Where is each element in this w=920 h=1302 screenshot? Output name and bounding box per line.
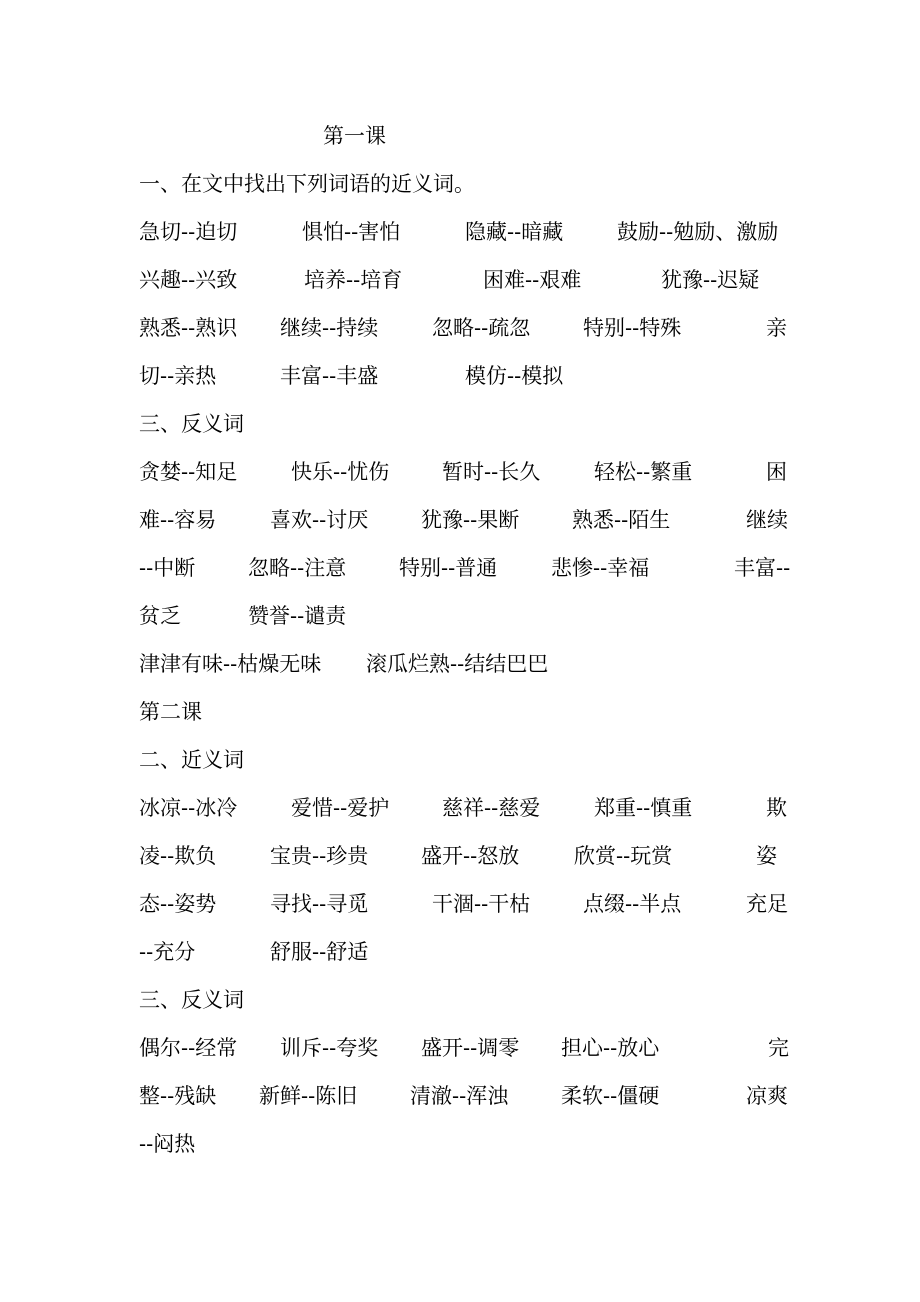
synonym-row bbox=[139, 792, 799, 824]
antonym-row bbox=[139, 456, 799, 488]
word-pair: 快乐--忧伤 bbox=[291, 460, 390, 484]
word-pair: 困 bbox=[766, 460, 787, 484]
antonym-row bbox=[139, 1080, 799, 1112]
lesson1-title: 第一课 bbox=[323, 124, 386, 148]
word-pair: 新鲜--陈旧 bbox=[259, 1084, 358, 1108]
word-pair: 清澈--浑浊 bbox=[410, 1084, 509, 1108]
word-pair: 贪婪--知足 bbox=[139, 460, 238, 484]
word-pair: 偶尔--经常 bbox=[139, 1036, 238, 1060]
word-pair: 欺 bbox=[766, 796, 787, 820]
lesson2-antonyms-heading bbox=[139, 984, 799, 1016]
word-pair: 犹豫--果断 bbox=[421, 508, 520, 532]
word-pair: 急切--迫切 bbox=[139, 220, 238, 244]
word-pair: 丰富-- bbox=[734, 556, 791, 580]
heading-text: 三、反义词 bbox=[139, 988, 244, 1012]
word-pair: 宝贵--珍贵 bbox=[270, 844, 369, 868]
word-pair: --闷热 bbox=[139, 1132, 196, 1156]
word-pair: 贫乏 bbox=[139, 604, 181, 628]
word-pair: 熟悉--陌生 bbox=[572, 508, 671, 532]
antonym-row bbox=[139, 1128, 799, 1160]
word-pair: 姿 bbox=[756, 844, 777, 868]
word-pair: 继续--持续 bbox=[280, 316, 379, 340]
word-pair: --充分 bbox=[139, 940, 196, 964]
word-pair: 点缀--半点 bbox=[583, 892, 682, 916]
word-pair: 盛开--怒放 bbox=[421, 844, 520, 868]
word-pair: 特别--特殊 bbox=[583, 316, 682, 340]
word-pair: 盛开--调零 bbox=[421, 1036, 520, 1060]
synonym-row bbox=[139, 264, 799, 296]
word-pair: 忽略--疏忽 bbox=[432, 316, 531, 340]
synonym-row bbox=[139, 360, 799, 392]
word-pair: 鼓励--勉励、激励 bbox=[617, 220, 779, 244]
word-pair: 隐藏--暗藏 bbox=[465, 220, 564, 244]
word-pair: 继续 bbox=[746, 508, 788, 532]
word-pair: 赞誉--谴责 bbox=[248, 604, 347, 628]
heading-text: 一、在文中找出下列词语的近义词。 bbox=[139, 172, 475, 196]
word-pair: 困难--艰难 bbox=[483, 268, 582, 292]
word-pair: --中断 bbox=[139, 556, 196, 580]
word-pair: 完 bbox=[768, 1036, 789, 1060]
word-pair: 特别--普通 bbox=[399, 556, 498, 580]
word-pair: 丰富--丰盛 bbox=[280, 364, 379, 388]
word-pair: 忽略--注意 bbox=[248, 556, 347, 580]
antonym-row bbox=[139, 1032, 799, 1064]
word-pair: 兴趣--兴致 bbox=[139, 268, 238, 292]
word-pair: 干涸--干枯 bbox=[432, 892, 531, 916]
word-pair: 熟悉--熟识 bbox=[139, 316, 238, 340]
word-pair: 爱惜--爱护 bbox=[291, 796, 390, 820]
synonym-row bbox=[139, 888, 799, 920]
antonym-row bbox=[139, 648, 799, 680]
word-pair: 柔软--僵硬 bbox=[561, 1084, 660, 1108]
word-pair: 津津有味--枯燥无味 bbox=[139, 652, 322, 676]
word-pair: 态--姿势 bbox=[139, 892, 217, 916]
lesson2-title bbox=[139, 696, 799, 728]
word-pair: 滚瓜烂熟--结结巴巴 bbox=[366, 652, 549, 676]
lesson1-synonyms-heading bbox=[139, 168, 799, 200]
word-pair: 欣赏--玩赏 bbox=[574, 844, 673, 868]
antonym-row bbox=[139, 552, 799, 584]
heading-text: 三、反义词 bbox=[139, 412, 244, 436]
word-pair: 郑重--慎重 bbox=[594, 796, 693, 820]
synonym-row bbox=[139, 216, 799, 248]
antonym-row bbox=[139, 504, 799, 536]
word-pair: 训斥--夸奖 bbox=[280, 1036, 379, 1060]
word-pair: 悲惨--幸福 bbox=[551, 556, 650, 580]
word-pair: 犹豫--迟疑 bbox=[661, 268, 760, 292]
word-pair: 暂时--长久 bbox=[442, 460, 541, 484]
word-pair: 惧怕--害怕 bbox=[302, 220, 401, 244]
antonym-row bbox=[139, 600, 799, 632]
word-pair: 切--亲热 bbox=[139, 364, 217, 388]
synonym-row bbox=[139, 312, 799, 344]
word-pair: 凌--欺负 bbox=[139, 844, 217, 868]
synonym-row bbox=[139, 936, 799, 968]
heading-text: 二、近义词 bbox=[139, 748, 244, 772]
word-pair: 难--容易 bbox=[139, 508, 217, 532]
word-pair: 喜欢--讨厌 bbox=[270, 508, 369, 532]
word-pair: 整--残缺 bbox=[139, 1084, 217, 1108]
word-pair: 培养--培育 bbox=[304, 268, 403, 292]
word-pair: 寻找--寻觅 bbox=[270, 892, 369, 916]
word-pair: 凉爽 bbox=[746, 1084, 788, 1108]
word-pair: 舒服--舒适 bbox=[270, 940, 369, 964]
word-pair: 冰凉--冰冷 bbox=[139, 796, 238, 820]
synonym-row bbox=[139, 840, 799, 872]
word-pair: 充足 bbox=[746, 892, 788, 916]
lesson2-synonyms-heading bbox=[139, 744, 799, 776]
word-pair: 模仿--模拟 bbox=[465, 364, 564, 388]
heading-text: 第二课 bbox=[139, 700, 202, 724]
word-pair: 亲 bbox=[766, 316, 787, 340]
lesson1-antonyms-heading bbox=[139, 408, 799, 440]
word-pair: 慈祥--慈爱 bbox=[442, 796, 541, 820]
word-pair: 担心--放心 bbox=[561, 1036, 660, 1060]
word-pair: 轻松--繁重 bbox=[594, 460, 693, 484]
